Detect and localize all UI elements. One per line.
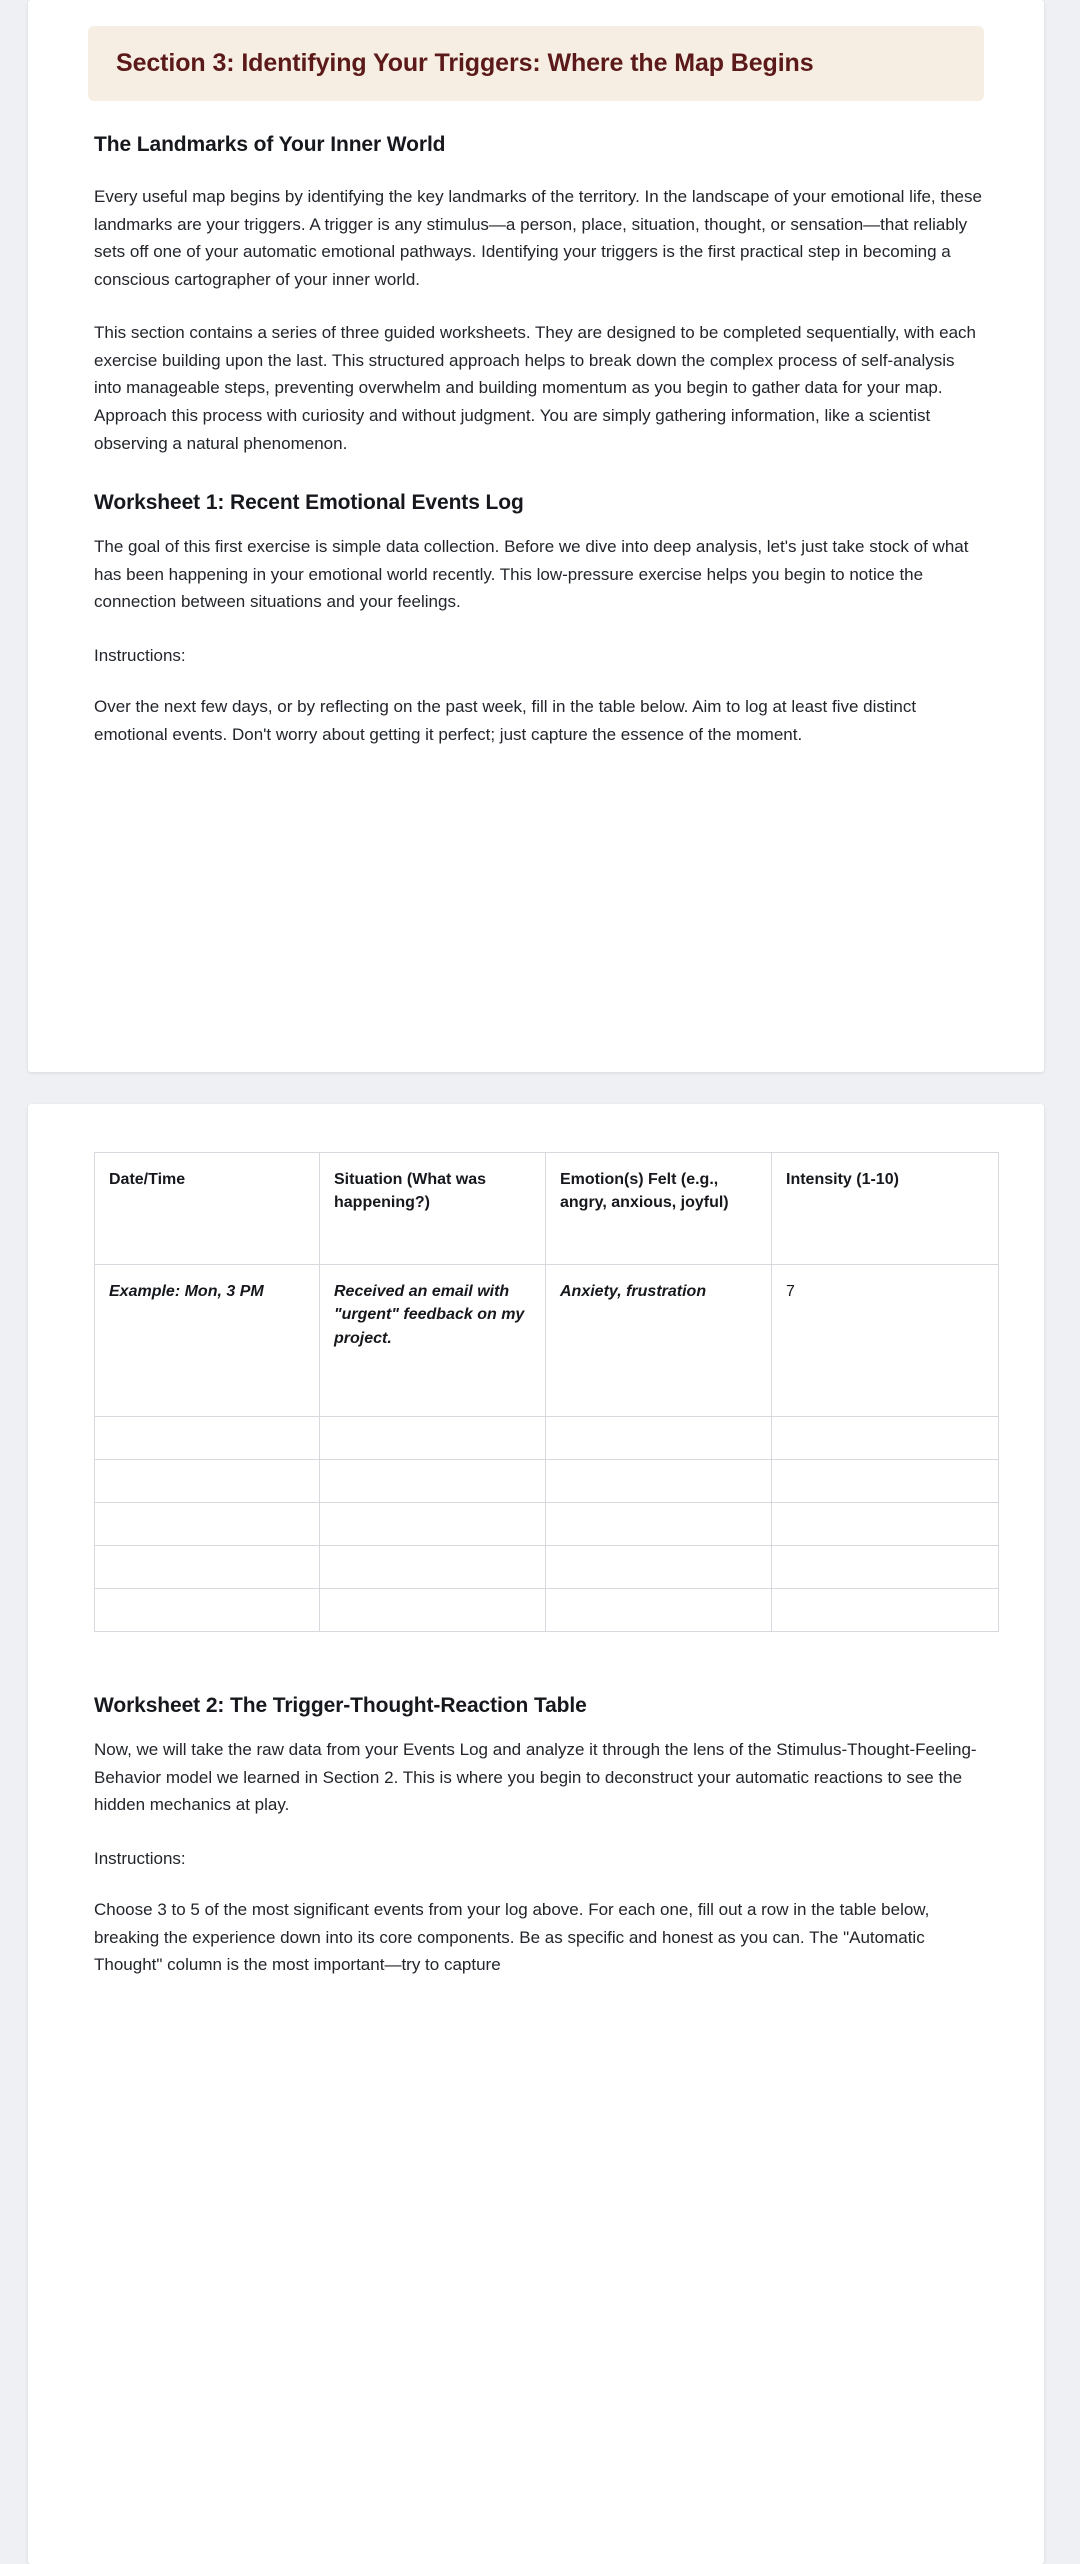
- table-header-cell: Date/Time: [95, 1153, 320, 1265]
- table-cell-empty[interactable]: [772, 1503, 999, 1546]
- table-cell-empty[interactable]: [320, 1589, 546, 1632]
- section-paragraph-2: This section contains a series of three guided worksheets. They are designed to be completed sequentially, with each exercise building upon the last. This structured approach helps to break down the complex process of self-analysis into manageable steps, preventing overwhelm and building momentum as you begin to gather data for your map. Approach this process with curiosity and without judgment. You are simply gathering information, like a scientist observing a natural phenomenon.: [94, 323, 976, 453]
- table-cell-empty[interactable]: [546, 1417, 772, 1460]
- table-cell-empty[interactable]: [95, 1417, 320, 1460]
- table-cell-empty[interactable]: [546, 1589, 772, 1632]
- table-row[interactable]: [95, 1589, 999, 1632]
- section-banner-title: Section 3: Identifying Your Triggers: Where the Map Begins: [116, 49, 814, 77]
- table-header-cell: Situation (What was happening?): [320, 1153, 546, 1265]
- table-header-row: [95, 1153, 999, 1265]
- worksheet-2-paragraph: Now, we will take the raw data from your Events Log and analyze it through the lens of the Stimulus-Thought-Feeling-Behavior model we learned in Section 2. This is where you begin to deconstruct your automatic reactions to see the hidden mechanics at play.: [94, 1740, 977, 1815]
- worksheet-1-table-wrap: [88, 1152, 984, 1632]
- table-cell-empty[interactable]: [95, 1460, 320, 1503]
- table-row[interactable]: [95, 1460, 999, 1503]
- worksheet-1-paragraph: The goal of this first exercise is simple data collection. Before we dive into deep analysis, let's just take stock of what has been happening in your emotional world recently. This low-pressure exercise helps you begin to notice the connection between situations and your feelings.: [94, 537, 969, 612]
- table-header-cell: Intensity (1-10): [772, 1153, 999, 1265]
- subheading-landmarks: The Landmarks of Your Inner World: [94, 133, 446, 157]
- left-margin-rail: [0, 0, 28, 2564]
- table-cell-empty[interactable]: [772, 1589, 999, 1632]
- table-cell-empty[interactable]: [95, 1546, 320, 1589]
- page-1-blank-space: [88, 774, 984, 1032]
- worksheet-1-instructions-label: Instructions:: [94, 645, 186, 665]
- table-cell-empty[interactable]: [320, 1460, 546, 1503]
- table-cell-empty[interactable]: [546, 1460, 772, 1503]
- table-row[interactable]: [95, 1417, 999, 1460]
- table-row[interactable]: [95, 1546, 999, 1589]
- worksheet-2-instructions-text: Choose 3 to 5 of the most significant events from your log above. For each one, fill out a row in the table below, breaking the experience down into its core components. Be as specific and honest as you can. The "Automatic Thought" column is the most important—try to capture: [94, 1900, 930, 1975]
- section-banner: [88, 26, 984, 101]
- table-cell: Anxiety, frustration: [546, 1265, 772, 1417]
- table-cell-empty[interactable]: [95, 1589, 320, 1632]
- table-cell-empty[interactable]: [320, 1417, 546, 1460]
- right-margin-rail: [1072, 0, 1080, 2564]
- table-cell: Received an email with "urgent" feedback on my project.: [320, 1265, 546, 1417]
- worksheet-1-instructions-text: Over the next few days, or by reflecting on the past week, fill in the table below. Aim to log at least five distinct emotional events. Don't worry about getting it perfect; just capture the essence of the moment.: [94, 697, 917, 744]
- table-row[interactable]: [95, 1503, 999, 1546]
- table-cell-empty[interactable]: [772, 1460, 999, 1503]
- table-cell-empty[interactable]: [320, 1503, 546, 1546]
- table-cell-empty[interactable]: [772, 1546, 999, 1589]
- table-cell-empty[interactable]: [546, 1503, 772, 1546]
- worksheet-1-heading: Worksheet 1: Recent Emotional Events Log: [94, 491, 524, 515]
- worksheet-2-heading: Worksheet 2: The Trigger-Thought-Reaction Table: [94, 1694, 587, 1718]
- table-header-cell: Emotion(s) Felt (e.g., angry, anxious, joyful): [546, 1153, 772, 1265]
- worksheet-1-table: [94, 1152, 999, 1632]
- section-paragraph-1: Every useful map begins by identifying the key landmarks of the territory. In the landscape of your emotional life, these landmarks are your triggers. A trigger is any stimulus—a person, place, situation, thought, or sensation—that reliably sets off one of your automatic emotional pathways. Identifying your triggers is the first practical step in becoming a conscious cartographer of your inner world.: [94, 187, 982, 289]
- table-cell: Example: Mon, 3 PM: [95, 1265, 320, 1417]
- page-gap: [0, 1072, 1080, 1104]
- table-cell: 7: [772, 1265, 999, 1417]
- table-row: [95, 1265, 999, 1417]
- table-cell-empty[interactable]: [546, 1546, 772, 1589]
- table-cell-empty[interactable]: [95, 1503, 320, 1546]
- document-page-2: [28, 1104, 1044, 2564]
- table-cell-empty[interactable]: [772, 1417, 999, 1460]
- document-page-1: [28, 0, 1044, 1072]
- worksheet-2-instructions-label: Instructions:: [94, 1848, 186, 1868]
- table-cell-empty[interactable]: [320, 1546, 546, 1589]
